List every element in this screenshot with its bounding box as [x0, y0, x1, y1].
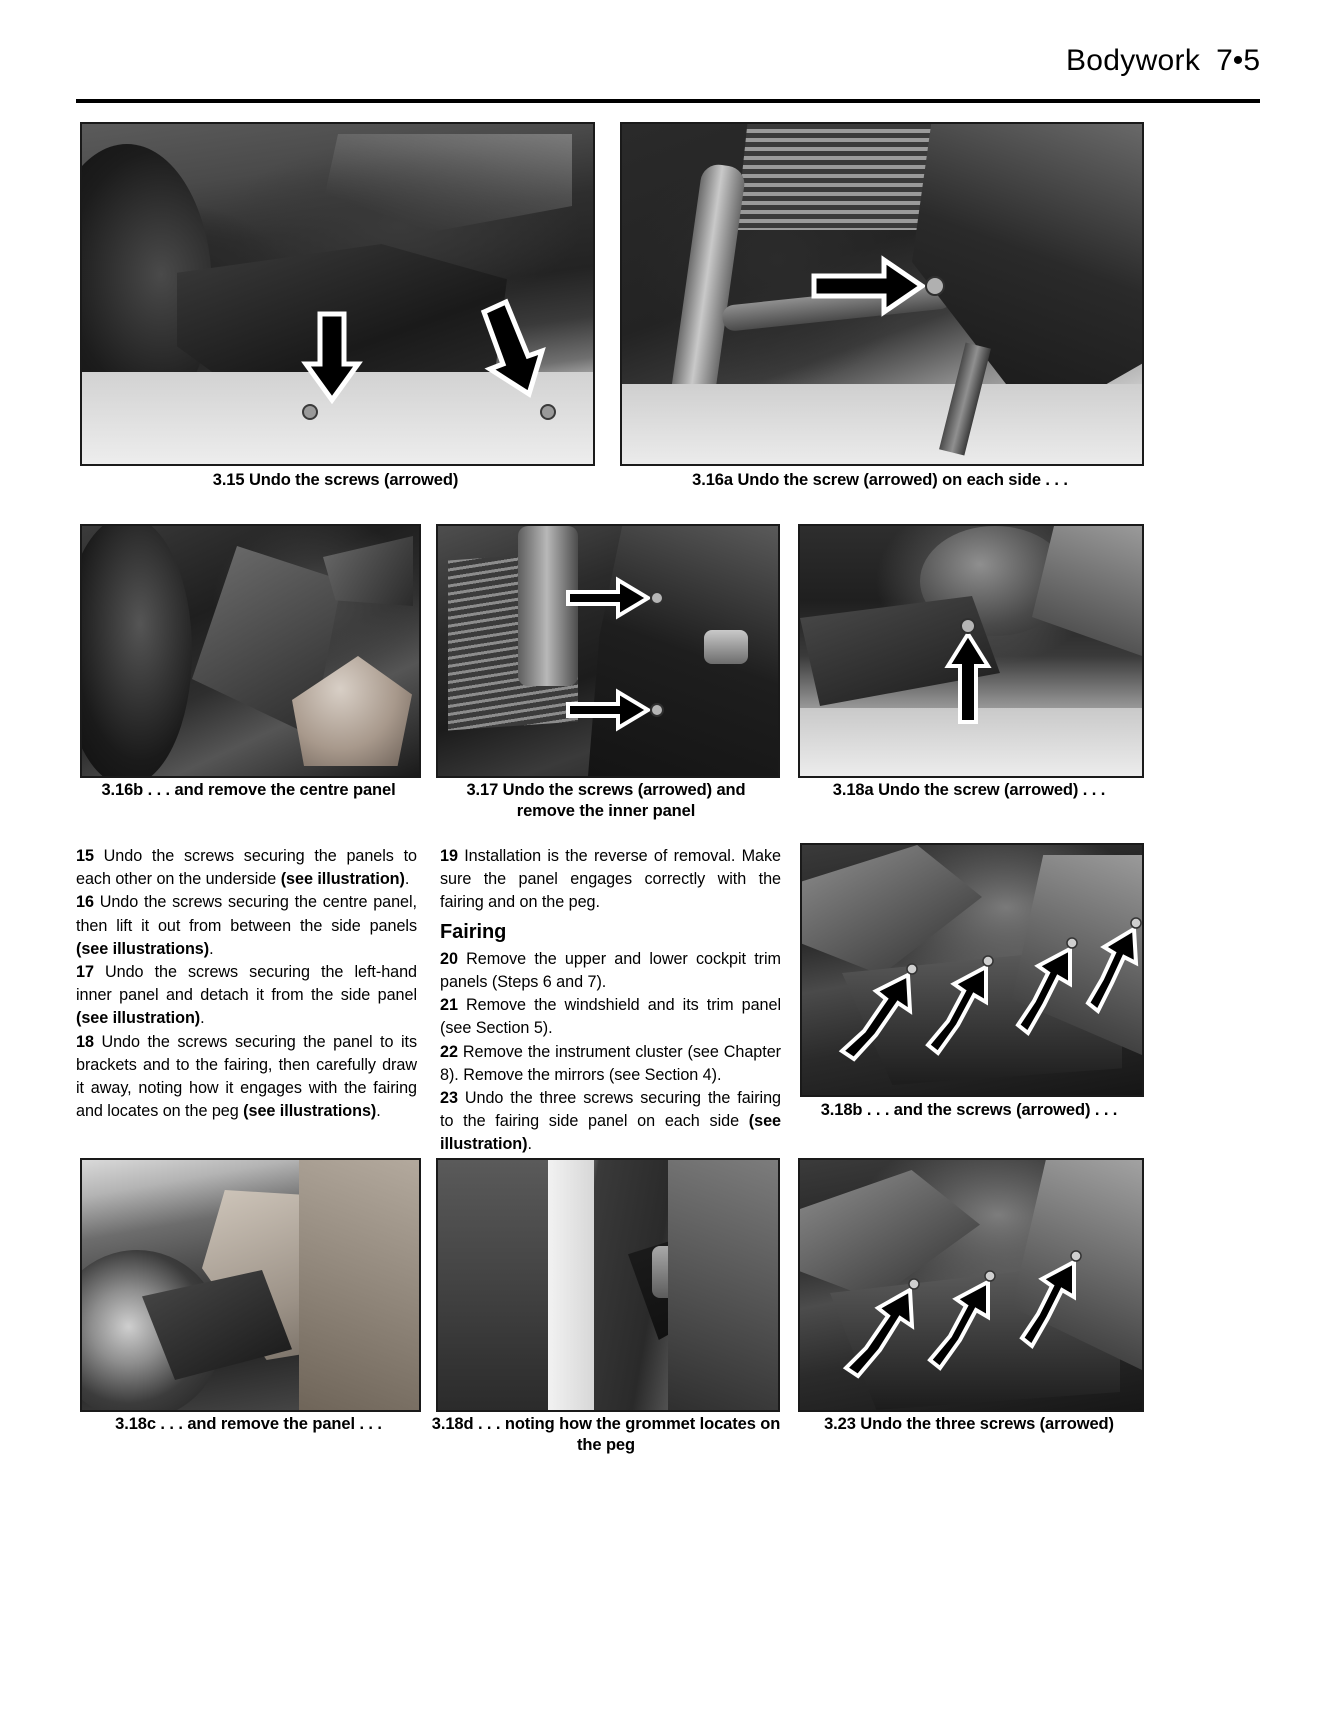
- screw-head-icon: [983, 956, 993, 966]
- paragraph-bold-tail: (see illustration): [280, 870, 405, 889]
- screw-head-icon: [985, 1271, 995, 1281]
- paragraph-text: Remove the windshield and its trim panel (see Section 5).: [440, 996, 781, 1038]
- photo-scene: [82, 1160, 419, 1410]
- screw-head-icon: [961, 619, 975, 633]
- photo-scene: [82, 124, 593, 464]
- chapter-page-number: 7•5: [1216, 44, 1260, 77]
- paragraph-bold-tail: (see illustration): [440, 1112, 781, 1154]
- figure-3-15-caption: 3.15 Undo the screws (arrowed): [212, 471, 459, 489]
- arrow-overlay: [622, 124, 1142, 464]
- body-middle-column: [440, 845, 781, 1157]
- paragraph-number: 23: [440, 1089, 458, 1108]
- figure-3-23-caption: 3.23 Undo the three screws (arrowed): [824, 1415, 1114, 1433]
- paragraph-text: Undo the screws securing the panels to each other on the underside: [76, 847, 417, 889]
- paragraph-19: [440, 845, 781, 915]
- arrow-overlay: [800, 526, 1142, 776]
- paragraph-21: [440, 994, 781, 1040]
- arrow-icon: [814, 260, 922, 312]
- body-left-column: [76, 845, 417, 1123]
- paragraph-number: 17: [76, 963, 94, 982]
- paragraph-text: Installation is the reverse of removal. Make sure the panel engages correctly with the fairing and on the peg.: [440, 847, 781, 912]
- page-title-text: Bodywork: [1066, 44, 1201, 77]
- arrow-icon: [1088, 929, 1136, 1011]
- screw-head-icon: [1067, 938, 1077, 948]
- paragraph-after: .: [209, 939, 214, 958]
- paragraph-bold-tail: (see illustrations): [76, 939, 210, 958]
- figure-3-16a-caption: 3.16a Undo the screw (arrowed) on each side . . .: [692, 471, 1068, 489]
- figure-3-17-caption: 3.17 Undo the screws (arrowed) and remove the inner panel: [466, 781, 746, 820]
- bracket-shape: [668, 1160, 778, 1410]
- figure-3-18d-caption: 3.18d . . . noting how the grommet locates on the peg: [431, 1415, 781, 1454]
- paragraph-text: Undo the screws securing the centre panel, then lift it out from between the side panels: [76, 893, 417, 935]
- figure-3-16a-photo: [620, 122, 1144, 466]
- arrow-icon: [484, 302, 542, 394]
- page-header: [76, 44, 1260, 100]
- figure-3-18c-caption: 3.18c . . . and remove the panel . . .: [115, 1415, 382, 1433]
- figure-3-16b-caption: 3.16b . . . and remove the centre panel: [101, 781, 396, 799]
- paragraph-number: 21: [440, 996, 458, 1015]
- paragraph-after: .: [527, 1135, 532, 1154]
- figure-3-18b-photo: [800, 843, 1144, 1097]
- light-gap-shape: [548, 1160, 594, 1410]
- figure-3-18a-caption: 3.18a Undo the screw (arrowed) . . .: [832, 781, 1106, 799]
- paragraph-after: .: [200, 1009, 205, 1028]
- figure-3-18d-photo: [436, 1158, 780, 1412]
- screw-head-icon: [541, 405, 555, 419]
- arrow-icon: [846, 1290, 912, 1376]
- photo-scene: [438, 526, 778, 776]
- paragraph-15: [76, 845, 417, 891]
- paragraph-number: 18: [76, 1032, 94, 1051]
- arrow-icon: [842, 975, 910, 1059]
- page-title: [1066, 44, 1260, 78]
- paragraph-text: Remove the instrument cluster (see Chapter 8). Remove the mirrors (see Section 4).: [440, 1042, 782, 1084]
- paragraph-18: [76, 1031, 417, 1124]
- figure-3-17-photo: [436, 524, 780, 778]
- paragraph-bold-tail: (see illustration): [76, 1009, 201, 1028]
- paragraph-number: 16: [76, 893, 94, 912]
- paragraph-text: Undo the screws securing the panel to its brackets and to the fairing, then carefully draw it away, noting how it engages with the fairing and locates on the peg: [76, 1032, 417, 1121]
- header-divider: [76, 99, 1260, 103]
- section-subheading-fairing: Fairing: [440, 920, 507, 943]
- screw-head-icon: [909, 1279, 919, 1289]
- paragraph-22: [440, 1041, 781, 1087]
- arrow-icon: [930, 1282, 988, 1368]
- screw-head-icon: [1071, 1251, 1081, 1261]
- arrow-icon: [1022, 1262, 1074, 1346]
- paragraph-16: [76, 891, 417, 961]
- front-wheel-shape: [80, 524, 192, 778]
- photo-scene: [802, 845, 1142, 1095]
- paragraph-number: 19: [440, 847, 458, 865]
- arrow-overlay: [82, 124, 593, 464]
- paragraph-number: 15: [76, 847, 94, 865]
- arrow-icon: [1018, 949, 1070, 1033]
- photo-scene: [800, 1160, 1142, 1410]
- arrow-overlay: [802, 845, 1142, 1095]
- figure-3-18c-photo: [80, 1158, 421, 1412]
- figure-3-16b-photo: [80, 524, 421, 778]
- screw-head-icon: [651, 592, 663, 604]
- paragraph-number: 20: [440, 949, 458, 968]
- decal-shape: [323, 536, 413, 606]
- paragraph-after: .: [404, 870, 410, 889]
- photo-scene: [438, 1160, 778, 1410]
- paragraph-after: .: [376, 1102, 381, 1121]
- screw-head-icon: [651, 704, 663, 716]
- screw-head-icon: [907, 964, 917, 974]
- figure-3-18a-photo: [798, 524, 1144, 778]
- paragraph-20: [440, 948, 781, 994]
- arrow-overlay: [800, 1160, 1142, 1410]
- paragraph-text: Undo the three screws securing the fairing to the fairing side panel on each side: [440, 1089, 781, 1131]
- photo-scene: [622, 124, 1142, 464]
- arrow-icon: [948, 634, 988, 722]
- photo-scene: [82, 526, 419, 776]
- paragraph-number: 22: [440, 1042, 458, 1061]
- arrow-overlay: [438, 526, 778, 776]
- screw-head-icon: [303, 405, 317, 419]
- arrow-icon: [928, 967, 986, 1053]
- paragraph-text: Remove the upper and lower cockpit trim panels (Steps 6 and 7).: [440, 949, 781, 992]
- paragraph-17: [76, 961, 417, 1031]
- panel-edge-shape: [438, 1160, 558, 1410]
- figure-3-23-photo: [798, 1158, 1144, 1412]
- paragraph-bold-tail: (see illustrations): [243, 1102, 377, 1121]
- figure-3-18b-caption: 3.18b . . . and the screws (arrowed) . . .: [820, 1101, 1118, 1119]
- mechanic-trouser-shape: [299, 1160, 419, 1410]
- figure-3-15-photo: [80, 122, 595, 466]
- paragraph-text: Undo the screws securing the left-hand inner panel and detach it from the side panel: [76, 963, 418, 1005]
- arrow-icon: [568, 692, 648, 728]
- arrow-icon: [306, 314, 358, 400]
- screw-head-icon: [1131, 918, 1141, 928]
- arrow-icon: [568, 580, 648, 616]
- paragraph-23: [440, 1087, 781, 1157]
- photo-scene: [800, 526, 1142, 776]
- screw-head-icon: [926, 277, 944, 295]
